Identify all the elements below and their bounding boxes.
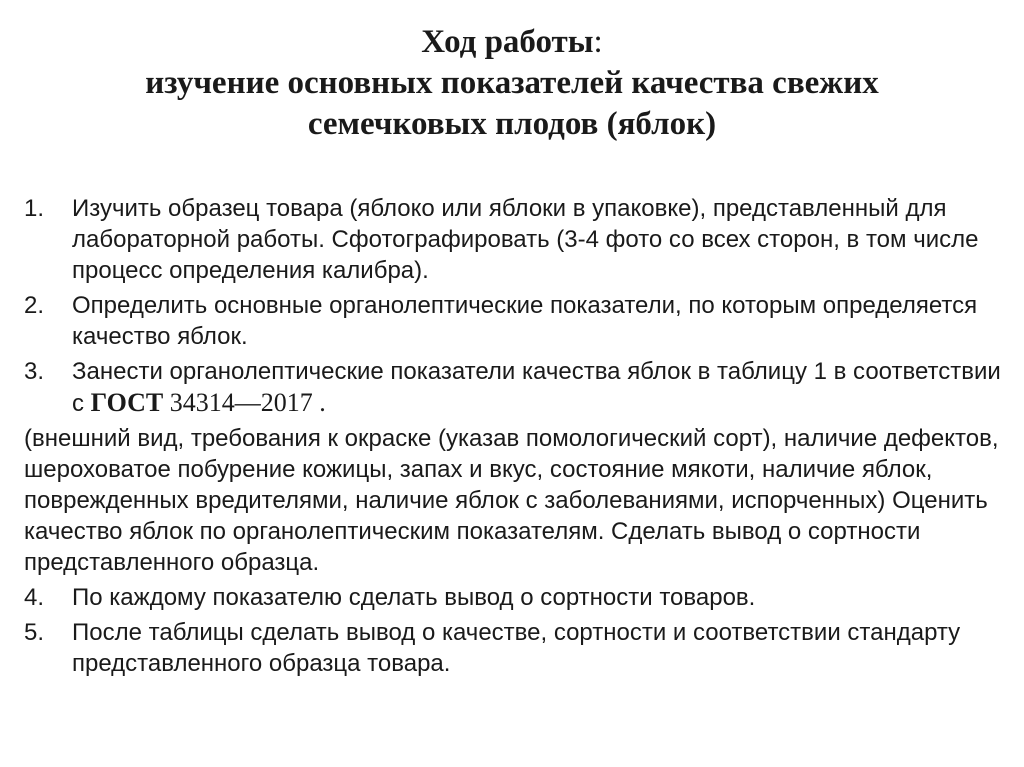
item-text: [72, 356, 1004, 419]
item-number: 3.: [24, 358, 45, 385]
gost-code: ГОСТ: [90, 388, 164, 417]
title-line-3: семечковых плодов (яблок): [307, 106, 717, 142]
list-item: [24, 290, 1004, 352]
note-paragraph: (внешний вид, требования к окраске (указав помологический сорт), наличие дефектов, шероховатое побурение кожицы, запах и вкус, состояние мякоти, наличие яблок, поврежденных вредителями, наличие яблок с заболеваниями, испорченных) Оценить качество яблок по органолептическим показателям. Сделать вывод о сортности представленного образца.: [24, 425, 999, 576]
item-number: 5.: [24, 619, 45, 646]
steps-list: [24, 193, 1004, 683]
list-item: [24, 193, 1004, 286]
gost-reference: [91, 388, 326, 417]
title-colon: :: [593, 24, 603, 60]
item-text: После таблицы сделать вывод о качестве, сортности и соответствии стандарту представленного образца товара.: [72, 619, 961, 677]
slide-title: [40, 22, 984, 145]
title-main: Ход работы: [421, 24, 594, 60]
title-line-2: изучение основных показателей качества свежих: [145, 65, 879, 101]
list-item: [24, 582, 1004, 613]
title-line-1: [40, 22, 984, 63]
gost-number: 34314—2017 .: [163, 388, 326, 417]
list-item: [24, 617, 1004, 679]
item-text: По каждому показателю сделать вывод о сортности товаров.: [72, 584, 756, 611]
item-text: Определить основные органолептические показатели, по которым определяется качество яблок.: [72, 292, 978, 350]
item-text-main: Занести органолептические показатели качества яблок в таблицу 1 в соответствии с: [72, 358, 1001, 417]
item-text: Изучить образец товара (яблоко или яблоки в упаковке), представленный для лабораторной работы. Сфотографировать (3-4 фото со всех сторон, в том числе процесс определения калибра).: [72, 195, 979, 284]
item-number: 1.: [24, 195, 45, 222]
list-item: [24, 356, 1004, 419]
item-number: 2.: [24, 292, 45, 319]
item-number: 4.: [24, 584, 45, 611]
